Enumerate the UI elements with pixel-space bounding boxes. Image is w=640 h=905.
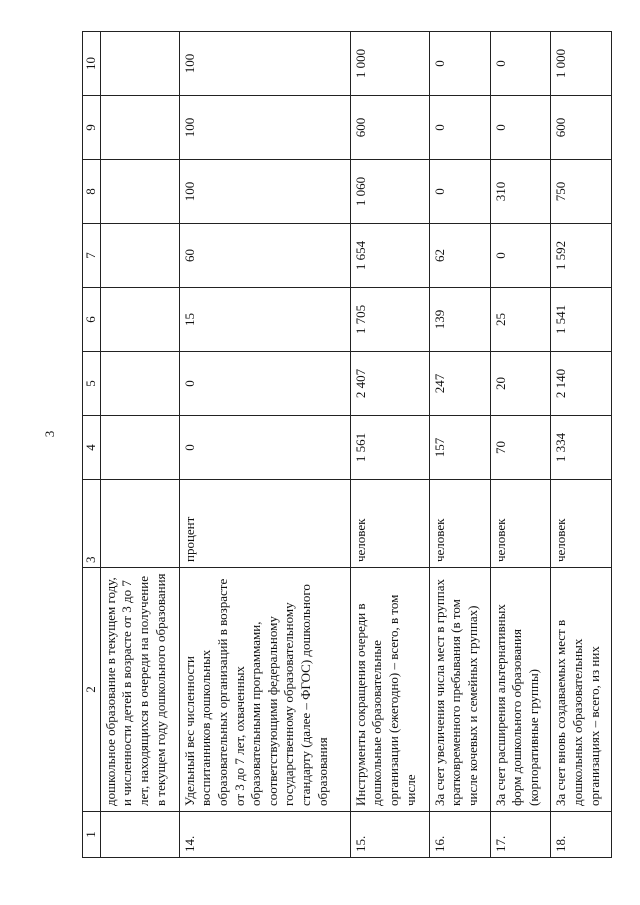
header-cell: 9 — [83, 96, 101, 160]
unit-cell: человек — [551, 480, 612, 568]
rotated-table-container — [82, 32, 612, 858]
value-cell: 600 — [350, 96, 429, 160]
row-number: 18. — [551, 812, 612, 858]
value-cell: 1 334 — [551, 416, 612, 480]
value-cell: 0 — [490, 32, 551, 96]
value-cell — [100, 352, 179, 416]
value-cell: 25 — [490, 288, 551, 352]
indicator-name: За счет вновь создаваемых мест в дошкольных образовательных организациях – всего, из них — [551, 568, 612, 812]
value-cell: 62 — [429, 224, 490, 288]
value-cell: 1 654 — [350, 224, 429, 288]
value-cell: 2 407 — [350, 352, 429, 416]
table-row — [429, 32, 490, 858]
header-cell: 10 — [83, 32, 101, 96]
data-table — [82, 31, 612, 858]
table-row — [100, 32, 179, 858]
value-cell — [100, 416, 179, 480]
value-cell: 310 — [490, 160, 551, 224]
value-cell: 157 — [429, 416, 490, 480]
value-cell: 600 — [551, 96, 612, 160]
header-cell: 6 — [83, 288, 101, 352]
value-cell: 750 — [551, 160, 612, 224]
value-cell: 15 — [179, 288, 350, 352]
header-cell: 2 — [83, 568, 101, 812]
table-row — [551, 32, 612, 858]
value-cell — [100, 32, 179, 96]
value-cell — [100, 288, 179, 352]
value-cell: 139 — [429, 288, 490, 352]
value-cell: 0 — [179, 352, 350, 416]
header-cell: 7 — [83, 224, 101, 288]
value-cell: 0 — [429, 96, 490, 160]
value-cell — [100, 160, 179, 224]
unit-cell — [100, 480, 179, 568]
value-cell: 247 — [429, 352, 490, 416]
value-cell: 1 592 — [551, 224, 612, 288]
value-cell: 100 — [179, 96, 350, 160]
table-row — [490, 32, 551, 858]
unit-cell: человек — [350, 480, 429, 568]
value-cell: 0 — [179, 416, 350, 480]
page-number: 3 — [42, 430, 57, 438]
value-cell: 100 — [179, 32, 350, 96]
header-cell: 3 — [83, 480, 101, 568]
header-cell: 5 — [83, 352, 101, 416]
value-cell: 1 060 — [350, 160, 429, 224]
value-cell: 60 — [179, 224, 350, 288]
indicator-name: За счет расширения альтернативных форм дошкольного образования (корпоративные группы) — [490, 568, 551, 812]
value-cell: 2 140 — [551, 352, 612, 416]
unit-cell: процент — [179, 480, 350, 568]
row-number: 17. — [490, 812, 551, 858]
unit-cell: человек — [490, 480, 551, 568]
value-cell: 100 — [179, 160, 350, 224]
row-number: 16. — [429, 812, 490, 858]
value-cell: 1 705 — [350, 288, 429, 352]
value-cell: 20 — [490, 352, 551, 416]
value-cell: 1 000 — [350, 32, 429, 96]
row-number — [100, 812, 179, 858]
indicator-name: За счет увеличения числа мест в группах кратковременного пребывания (в том числе кочевых и семейных группах) — [429, 568, 490, 812]
indicator-name: Удельный вес численности воспитанников дошкольных образовательных организаций в возрасте от 3 до 7 лет, охваченных образовательными программами, соответствующими федеральному государственному образовательному стандарту (далее – ФГОС) дошкольного образования — [179, 568, 350, 812]
indicator-name: дошкольное образование в текущем году, и численности детей в возрасте от 3 до 7 лет, находящихся в очереди на получение в текущем году дошкольного образования — [100, 568, 179, 812]
value-cell: 0 — [490, 224, 551, 288]
row-number: 14. — [179, 812, 350, 858]
value-cell: 1 541 — [551, 288, 612, 352]
header-cell: 8 — [83, 160, 101, 224]
value-cell: 1 561 — [350, 416, 429, 480]
value-cell: 70 — [490, 416, 551, 480]
row-number: 15. — [350, 812, 429, 858]
value-cell — [100, 96, 179, 160]
header-cell: 4 — [83, 416, 101, 480]
value-cell: 1 000 — [551, 32, 612, 96]
indicator-name: Инструменты сокращения очереди в дошкольные образовательные организации (ежегодно) – всего, в том числе — [350, 568, 429, 812]
header-cell: 1 — [83, 812, 101, 858]
unit-cell: человек — [429, 480, 490, 568]
value-cell — [100, 224, 179, 288]
table-row — [179, 32, 350, 858]
table-row — [350, 32, 429, 858]
header-row — [83, 32, 101, 858]
value-cell: 0 — [429, 160, 490, 224]
value-cell: 0 — [429, 32, 490, 96]
value-cell: 0 — [490, 96, 551, 160]
